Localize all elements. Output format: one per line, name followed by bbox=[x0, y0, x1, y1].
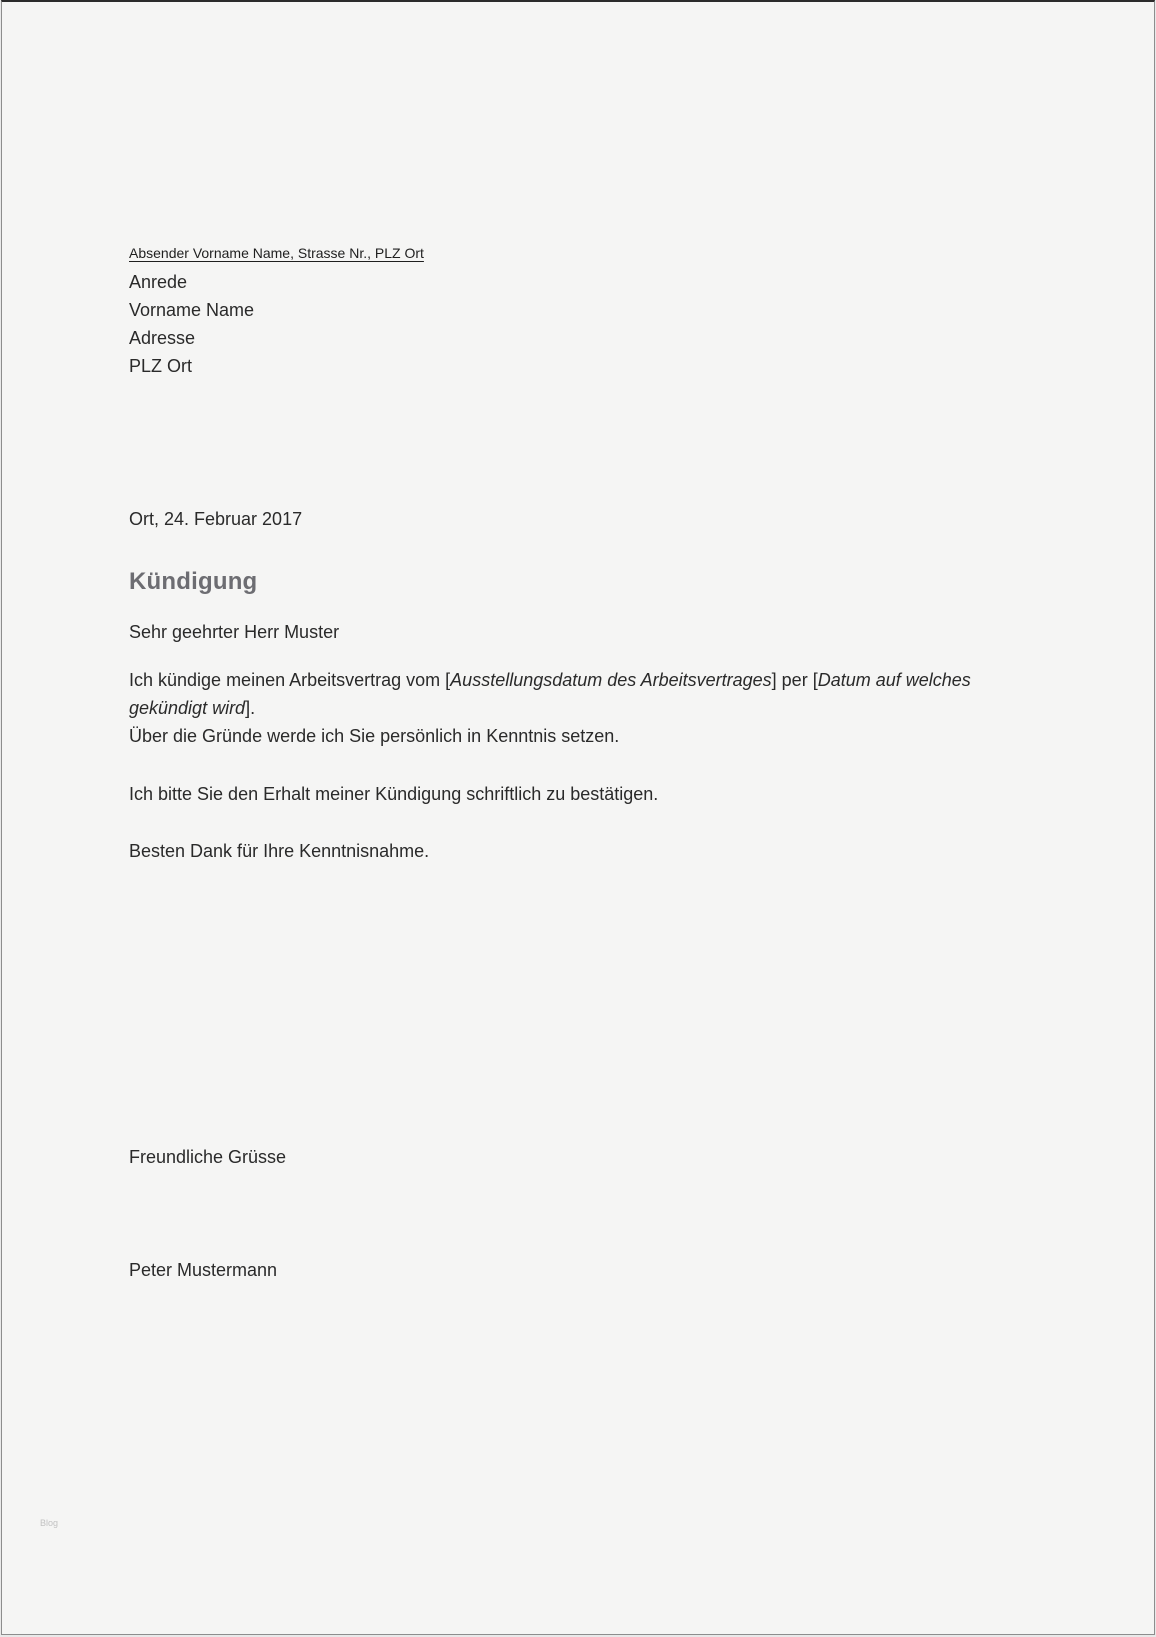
body-paragraph-1-mixed-text: Ich kündige meinen Arbeitsvertrag vom [Ausstellungsdatum des Arbeitsvertrages] per [Datum auf welches gekündigt wird]. bbox=[129, 670, 971, 718]
body-paragraph-1-line-2: Über die Gründe werde ich Sie persönlich in Kenntnis setzen. bbox=[129, 726, 620, 746]
body-paragraph-2: Ich bitte Sie den Erhalt meiner Kündigung schriftlich zu bestätigen. bbox=[129, 784, 659, 804]
closing-line: Freundliche Grüsse bbox=[129, 1147, 287, 1167]
recipient-block bbox=[129, 268, 254, 380]
recipient-street-line: Adresse bbox=[129, 328, 196, 348]
body-paragraph-3: Besten Dank für Ihre Kenntnisnahme. bbox=[129, 841, 430, 861]
recipient-name-line: Vorname Name bbox=[129, 300, 255, 320]
letter-page bbox=[1, 0, 1155, 1635]
body-paragraph-1 bbox=[129, 666, 979, 750]
document-title: Kündigung bbox=[129, 568, 258, 595]
salutation-line: Sehr geehrter Herr Muster bbox=[129, 622, 340, 642]
recipient-city-line: PLZ Ort bbox=[129, 356, 193, 376]
recipient-salutation-line: Anrede bbox=[129, 272, 188, 292]
date-line: Ort, 24. Februar 2017 bbox=[129, 509, 303, 529]
signature-name: Peter Mustermann bbox=[129, 1260, 278, 1280]
page-watermark: Blog bbox=[40, 1518, 59, 1528]
sender-address-line: Absender Vorname Name, Strasse Nr., PLZ Ort bbox=[129, 245, 424, 261]
